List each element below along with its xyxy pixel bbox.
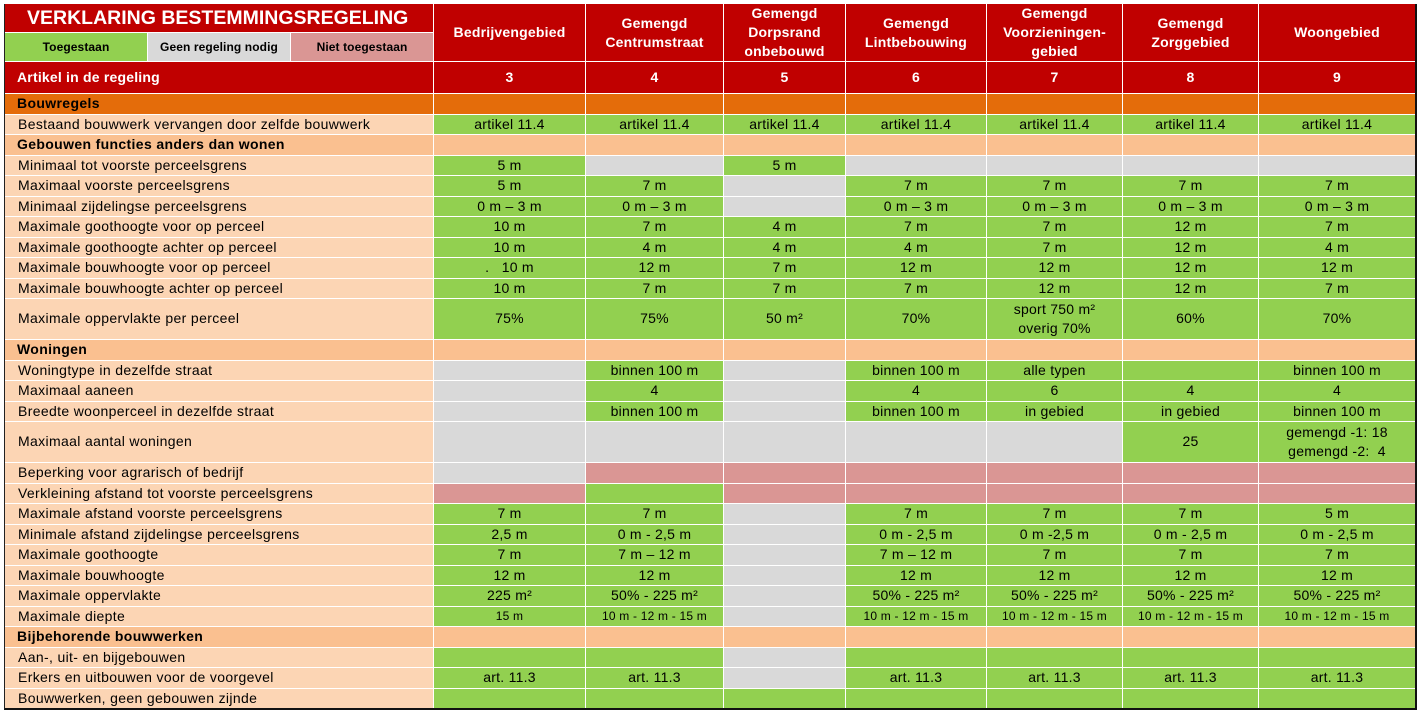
value-cell: 70% [846,299,986,339]
value-cell [1123,361,1258,381]
section-fill-cell [1123,135,1258,155]
value-cell: binnen 100 m [586,361,723,381]
value-cell: 70% [1259,299,1415,339]
row-label: Minimaal zijdelingse perceelsgrens [5,197,433,217]
value-cell [846,422,986,462]
row-label: Maximale bouwhoogte voor op perceel [5,258,433,278]
column-header-gemengd-voorzieningengebied: Gemengd Voorzieningen- gebied [987,4,1122,61]
value-cell [987,463,1122,483]
section-fill-cell [846,94,986,114]
value-cell: 50% - 225 m² [846,586,986,606]
value-cell: 12 m [846,258,986,278]
value-cell: 7 m [586,504,723,524]
column-header-gemengd-lintbebouwing: Gemengd Lintbebouwing [846,4,986,61]
value-cell: binnen 100 m [586,402,723,422]
value-cell: 75% [434,299,585,339]
value-cell: 7 m [1259,176,1415,196]
value-cell: 7 m [1123,176,1258,196]
value-cell: 5 m [1259,504,1415,524]
value-cell: 75% [586,299,723,339]
value-cell: 50% - 225 m² [586,586,723,606]
value-cell: 0 m – 3 m [1259,197,1415,217]
value-cell [724,484,845,504]
value-cell: 12 m [586,566,723,586]
value-cell: 7 m [586,217,723,237]
value-cell [724,689,845,709]
value-cell [987,648,1122,668]
value-cell: binnen 100 m [1259,402,1415,422]
value-cell: artikel 11.4 [586,115,723,135]
value-cell: 10 m - 12 m - 15 m [846,607,986,627]
value-cell: 7 m [987,504,1122,524]
value-cell: 12 m [1123,238,1258,258]
value-cell: 7 m [1259,545,1415,565]
section-fill-cell [846,340,986,360]
row-label: Maximale diepte [5,607,433,627]
value-cell [724,504,845,524]
value-cell: 10 m - 12 m - 15 m [586,607,723,627]
value-cell: binnen 100 m [846,402,986,422]
artikel-number: 9 [1259,62,1415,93]
value-cell: 7 m [1123,504,1258,524]
value-cell: 12 m [1123,566,1258,586]
artikel-number: 3 [434,62,585,93]
value-cell [846,689,986,709]
section-fill-cell [586,94,723,114]
legend [5,33,433,61]
value-cell [586,463,723,483]
value-cell: 10 m - 12 m - 15 m [987,607,1122,627]
value-cell: 50% - 225 m² [987,586,1122,606]
column-header-woongebied: Woongebied [1259,4,1415,61]
value-cell: 50% - 225 m² [1123,586,1258,606]
value-cell [724,586,845,606]
column-header-gemengd-centrumstraat: Gemengd Centrumstraat [586,4,723,61]
value-cell: 7 m – 12 m [846,545,986,565]
column-header-bedrijvengebied: Bedrijvengebied [434,4,585,61]
value-cell: 0 m – 3 m [1123,197,1258,217]
value-cell: 7 m [987,217,1122,237]
value-cell: 12 m [1123,217,1258,237]
value-cell: 12 m [1259,566,1415,586]
value-cell: 7 m [724,258,845,278]
value-cell [1259,156,1415,176]
bestemmingsregeling-table [4,4,1417,710]
value-cell: 0 m - 2,5 m [1123,525,1258,545]
value-cell: art. 11.3 [586,668,723,688]
row-label: Bouwwerken, geen gebouwen zijnde [5,689,433,709]
value-cell [1123,463,1258,483]
value-cell: 50 m² [724,299,845,339]
value-cell: 12 m [586,258,723,278]
artikel-number: 4 [586,62,723,93]
value-cell [434,402,585,422]
value-cell [434,463,585,483]
value-cell: 0 m - 2,5 m [586,525,723,545]
value-cell [1259,484,1415,504]
value-cell [1123,484,1258,504]
section-fill-cell [846,627,986,647]
section-fill-cell [724,135,845,155]
value-cell [724,176,845,196]
value-cell: 50% - 225 m² [1259,586,1415,606]
value-cell [1259,648,1415,668]
value-cell: art. 11.3 [987,668,1122,688]
artikel-number: 5 [724,62,845,93]
value-cell: 7 m [434,545,585,565]
section-fill-cell [1259,94,1415,114]
section-fill-cell [1259,340,1415,360]
value-cell [987,156,1122,176]
row-label: Maximale oppervlakte [5,586,433,606]
artikel-number: 7 [987,62,1122,93]
value-cell [1123,156,1258,176]
value-cell [846,156,986,176]
value-cell: 0 m – 3 m [987,197,1122,217]
value-cell: sport 750 m² overig 70% [987,299,1122,339]
section-fill-cell [846,135,986,155]
value-cell [434,648,585,668]
value-cell: 0 m -2,5 m [987,525,1122,545]
value-cell: 7 m [846,279,986,299]
section-fill-cell [987,94,1122,114]
row-label: Aan-, uit- en bijgebouwen [5,648,433,668]
value-cell: 7 m [846,217,986,237]
value-cell [846,484,986,504]
value-cell: 4 [1123,381,1258,401]
value-cell: art. 11.3 [846,668,986,688]
value-cell: art. 11.3 [1259,668,1415,688]
value-cell [724,402,845,422]
value-cell: 0 m – 3 m [586,197,723,217]
value-cell: 15 m [434,607,585,627]
artikel-number: 8 [1123,62,1258,93]
row-label: Minimale afstand zijdelingse perceelsgrens [5,525,433,545]
value-cell: 4 m [846,238,986,258]
value-cell: 7 m [724,279,845,299]
value-cell: alle typen [987,361,1122,381]
value-cell: 4 m [724,217,845,237]
value-cell: 10 m - 12 m - 15 m [1123,607,1258,627]
value-cell: 7 m [1259,279,1415,299]
row-label: Woningtype in dezelfde straat [5,361,433,381]
artikel-number: 6 [846,62,986,93]
section-fill-cell [434,135,585,155]
section-fill-cell [586,627,723,647]
value-cell [586,484,723,504]
value-cell: 4 [586,381,723,401]
row-label: Maximale afstand voorste perceelsgrens [5,504,433,524]
row-label: Verkleining afstand tot voorste perceelsgrens [5,484,433,504]
value-cell: 4 [1259,381,1415,401]
row-label: Maximale goothoogte [5,545,433,565]
value-cell: art. 11.3 [1123,668,1258,688]
section-fill-cell [586,340,723,360]
row-label: Beperking voor agrarisch of bedrijf [5,463,433,483]
value-cell [724,607,845,627]
value-cell: 7 m [434,504,585,524]
value-cell: 12 m [1259,258,1415,278]
row-label: Maximaal aantal woningen [5,422,433,462]
value-cell [586,422,723,462]
value-cell: artikel 11.4 [1259,115,1415,135]
value-cell: 25 [1123,422,1258,462]
row-label: Maximaal aaneen [5,381,433,401]
value-cell [724,566,845,586]
section-fill-cell [724,94,845,114]
section-fill-cell [434,627,585,647]
legend-geen-regeling-nodig: Geen regeling nodig [148,33,290,61]
section-fill-cell [434,340,585,360]
value-cell [434,361,585,381]
value-cell [1259,463,1415,483]
value-cell: binnen 100 m [1259,361,1415,381]
value-cell: 6 [987,381,1122,401]
value-cell: 4 m [586,238,723,258]
table-title: VERKLARING BESTEMMINGSREGELING [5,4,433,32]
value-cell: 0 m - 2,5 m [846,525,986,545]
value-cell: in gebied [1123,402,1258,422]
value-cell [724,648,845,668]
value-cell: 5 m [434,176,585,196]
row-label: Bestaand bouwwerk vervangen door zelfde bouwwerk [5,115,433,135]
row-label: Maximale goothoogte voor op perceel [5,217,433,237]
value-cell [1259,689,1415,709]
section-fill-cell [987,135,1122,155]
value-cell: 5 m [434,156,585,176]
row-label: Minimaal tot voorste perceelsgrens [5,156,433,176]
row-label: Maximale bouwhoogte [5,566,433,586]
value-cell [724,668,845,688]
section-fill-cell [724,627,845,647]
value-cell: 0 m - 2,5 m [1259,525,1415,545]
table-header [5,4,1415,93]
column-header-gemengd-zorggebied: Gemengd Zorggebied [1123,4,1258,61]
value-cell [846,648,986,668]
value-cell: artikel 11.4 [724,115,845,135]
value-cell: 7 m [1123,545,1258,565]
value-cell [724,197,845,217]
section-heading: Woningen [5,340,433,360]
section-fill-cell [987,340,1122,360]
value-cell: art. 11.3 [434,668,585,688]
value-cell: in gebied [987,402,1122,422]
value-cell: 12 m [987,279,1122,299]
value-cell [987,484,1122,504]
value-cell: 10 m [434,238,585,258]
value-cell [724,381,845,401]
value-cell: 7 m [846,176,986,196]
group-heading: Bouwregels [5,94,433,114]
value-cell: . 10 m [434,258,585,278]
value-cell: 7 m [987,238,1122,258]
value-cell [434,689,585,709]
value-cell: 7 m [586,279,723,299]
section-heading: Gebouwen functies anders dan wonen [5,135,433,155]
value-cell: 12 m [434,566,585,586]
row-label: Maximaal voorste perceelsgrens [5,176,433,196]
value-cell: artikel 11.4 [1123,115,1258,135]
value-cell: 7 m [987,545,1122,565]
row-label: Maximale goothoogte achter op perceel [5,238,433,258]
value-cell [724,463,845,483]
value-cell: 12 m [1123,258,1258,278]
value-cell [434,422,585,462]
section-fill-cell [1123,627,1258,647]
value-cell: 0 m – 3 m [434,197,585,217]
value-cell: artikel 11.4 [846,115,986,135]
value-cell: 7 m [987,176,1122,196]
value-cell: binnen 100 m [846,361,986,381]
value-cell: 12 m [1123,279,1258,299]
value-cell: 10 m [434,279,585,299]
row-label: Maximale oppervlakte per perceel [5,299,433,339]
artikel-label: Artikel in de regeling [5,62,433,93]
row-label: Erkers en uitbouwen voor de voorgevel [5,668,433,688]
value-cell: 7 m [846,504,986,524]
value-cell: 4 [846,381,986,401]
section-fill-cell [586,135,723,155]
value-cell [846,463,986,483]
legend-toegestaan: Toegestaan [5,33,147,61]
section-fill-cell [1123,94,1258,114]
value-cell: 4 m [1259,238,1415,258]
value-cell [1123,648,1258,668]
value-cell: 60% [1123,299,1258,339]
section-fill-cell [434,94,585,114]
value-cell: 225 m² [434,586,585,606]
value-cell: 0 m – 3 m [846,197,986,217]
value-cell: 5 m [724,156,845,176]
value-cell: gemengd -1: 18 gemengd -2: 4 [1259,422,1415,462]
value-cell: 12 m [987,566,1122,586]
value-cell: 10 m - 12 m - 15 m [1259,607,1415,627]
row-label: Breedte woonperceel in dezelfde straat [5,402,433,422]
value-cell [434,484,585,504]
value-cell [586,689,723,709]
row-label: Maximale bouwhoogte achter op perceel [5,279,433,299]
value-cell: 4 m [724,238,845,258]
value-cell [724,525,845,545]
value-cell: 2,5 m [434,525,585,545]
value-cell: 7 m [586,176,723,196]
section-fill-cell [1123,340,1258,360]
value-cell [987,422,1122,462]
value-cell [724,422,845,462]
value-cell [724,545,845,565]
value-cell: 7 m – 12 m [586,545,723,565]
value-cell: 10 m [434,217,585,237]
table-body [5,94,1415,708]
section-fill-cell [1259,135,1415,155]
value-cell [724,361,845,381]
section-fill-cell [1259,627,1415,647]
value-cell [987,689,1122,709]
value-cell: 12 m [987,258,1122,278]
value-cell [1123,689,1258,709]
value-cell: 7 m [1259,217,1415,237]
section-fill-cell [987,627,1122,647]
value-cell: artikel 11.4 [434,115,585,135]
value-cell: artikel 11.4 [987,115,1122,135]
column-header-gemengd-dorpsrand-onbebouwd: Gemengd Dorpsrand onbebouwd [724,4,845,61]
value-cell [586,648,723,668]
value-cell [586,156,723,176]
value-cell: 12 m [846,566,986,586]
value-cell [434,381,585,401]
legend-niet-toegestaan: Niet toegestaan [291,33,433,61]
section-heading: Bijbehorende bouwwerken [5,627,433,647]
section-fill-cell [724,340,845,360]
